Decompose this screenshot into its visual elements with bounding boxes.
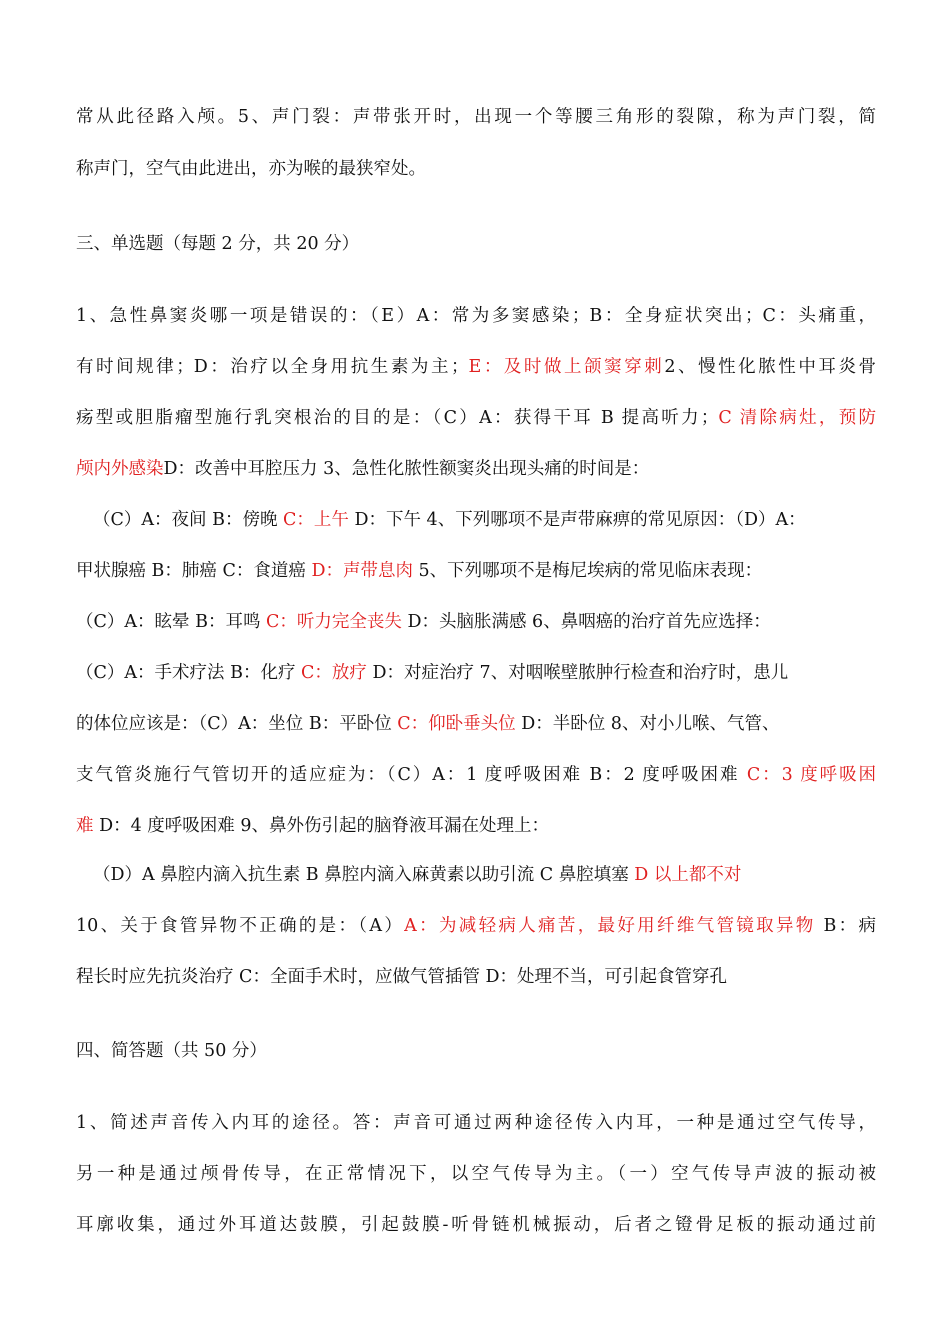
paragraph-line: 常从此径路入颅。5、声门裂：声带张开时，出现一个等腰三角形的裂隙，称为声门裂，简	[76, 107, 876, 127]
question-text: 2、慢性化脓性中耳炎骨	[664, 357, 876, 377]
question-line	[76, 609, 876, 635]
answer-line: 耳廓收集，通过外耳道达鼓膜，引起鼓膜-听骨链机械振动，后者之镫骨足板的振动通过前	[76, 1215, 876, 1235]
answer-highlight: A：为减轻病人痛苦，最好用纤维气管镜取异物	[404, 916, 816, 936]
answer-highlight: 难	[76, 816, 94, 836]
answer-highlight: C：放疗	[301, 663, 367, 683]
question-line	[76, 913, 876, 939]
question-text: D：4 度呼吸困难 9、鼻外伤引起的脑脊液耳漏在处理上：	[93, 816, 549, 836]
section-heading: 三、单选题（每题 2 分，共 20 分）	[76, 234, 360, 254]
question-line	[93, 507, 873, 533]
question-text: 10、关于食管异物不正确的是：（A）	[76, 916, 405, 936]
question-line	[76, 711, 876, 737]
question-line	[76, 660, 876, 686]
paragraph-line: 称声门，空气由此进出，亦为喉的最狭窄处。	[76, 159, 426, 179]
question-line	[93, 862, 873, 888]
question-text: B：病	[815, 916, 876, 936]
answer-highlight: 颅内外感染	[76, 459, 164, 479]
answer-highlight: C：上午	[283, 510, 349, 530]
question-line	[76, 354, 876, 380]
question-text: （D）A 鼻腔内滴入抗生素 B 鼻腔内滴入麻黄素以助引流 C 鼻腔填塞	[93, 865, 635, 885]
answer-line: 1、简述声音传入内耳的途径。答：声音可通过两种途径传入内耳，一种是通过空气传导，	[76, 1113, 876, 1133]
question-text: 疡型或胆脂瘤型施行乳突根治的目的是：（C）A：获得干耳 B 提高听力；	[76, 408, 719, 428]
question-line	[76, 558, 876, 584]
question-text: D：对症治疗 7、对咽喉壁脓肿行检查和治疗时，患儿	[366, 663, 789, 683]
question-text: （C）A：夜间 B：傍晚	[93, 510, 284, 530]
question-line: 1、急性鼻窦炎哪一项是错误的：（E）A：常为多窦感染；B：全身症状突出；C：头痛重，	[76, 306, 876, 326]
question-text: D：半卧位 8、对小儿喉、气管、	[515, 714, 780, 734]
question-text: D：头脑胀满感 6、鼻咽癌的治疗首先应选择：	[401, 612, 771, 632]
answer-highlight: D 以上都不对	[634, 865, 742, 885]
answer-highlight: C 清除病灶，预防	[718, 408, 876, 428]
answer-highlight: D：声带息肉	[311, 561, 413, 581]
question-text: 5、下列哪项不是梅尼埃病的常见临床表现：	[412, 561, 763, 581]
section-heading: 四、简答题（共 50 分）	[76, 1041, 267, 1061]
question-text: （C）A：手术疗法 B：化疗	[76, 663, 302, 683]
answer-highlight: E：及时做上颌窦穿刺	[468, 357, 665, 377]
question-line	[76, 762, 876, 788]
question-text: 有时间规律；D：治疗以全身用抗生素为主；	[76, 357, 469, 377]
answer-highlight: C：听力完全丧失	[266, 612, 402, 632]
question-text: 的体位应该是：（C）A：坐位 B：平卧位	[76, 714, 398, 734]
question-text: （C）A：眩晕 B：耳鸣	[76, 612, 267, 632]
question-line: 程长时应先抗炎治疗 C：全面手术时，应做气管插管 D：处理不当，可引起食管穿孔	[76, 967, 728, 987]
question-line	[76, 405, 876, 431]
question-text: 甲状腺癌 B：肺癌 C：食道癌	[76, 561, 312, 581]
question-text: D：下午 4、下列哪项不是声带麻痹的常见原因：（D）A：	[348, 510, 806, 530]
question-text: D：改善中耳腔压力 3、急性化脓性额窦炎出现头痛的时间是：	[163, 459, 650, 479]
question-line	[76, 456, 876, 482]
question-text: 支气管炎施行气管切开的适应症为：（C）A：1 度呼吸困难 B：2 度呼吸困难	[76, 765, 747, 785]
answer-highlight: C：3 度呼吸困	[746, 765, 876, 785]
answer-highlight: C：仰卧垂头位	[397, 714, 516, 734]
question-line	[76, 813, 876, 839]
answer-line: 另一种是通过颅骨传导，在正常情况下，以空气传导为主。（一）空气传导声波的振动被	[76, 1164, 876, 1184]
